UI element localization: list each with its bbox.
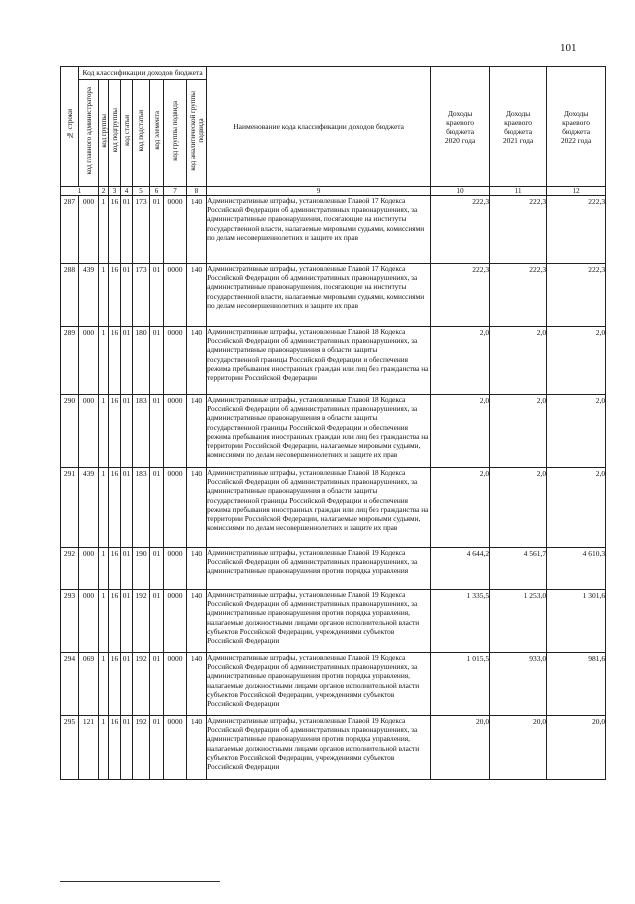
column-number: 2 [99,187,109,196]
row-number: 291 [61,468,79,548]
value-2021: 2,0 [490,395,547,468]
group-code: 1 [99,264,109,327]
element-code: 01 [150,327,164,395]
header-group-code: код группы [99,80,109,187]
row-number: 295 [61,716,79,780]
subgroup-code: 16 [109,468,121,548]
subarticle-code: 183 [133,395,150,468]
value-2020: 2,0 [431,468,490,548]
table-row [61,548,606,590]
header-subtype-group-code: код группы подвида [164,80,187,187]
footnote-divider [60,881,220,882]
subtype-group-code: 0000 [164,327,187,395]
analytic-group-code: 140 [187,327,207,395]
subtype-group-code: 0000 [164,395,187,468]
subtype-group-code: 0000 [164,590,187,653]
group-code: 1 [99,716,109,780]
admin-code: 439 [79,468,99,548]
column-number: 3 [109,187,121,196]
column-number: 5 [133,187,150,196]
group-code: 1 [99,548,109,590]
subgroup-code: 16 [109,716,121,780]
column-number: 4 [121,187,133,196]
group-code: 1 [99,395,109,468]
row-number: 289 [61,327,79,395]
row-number: 294 [61,653,79,716]
revenue-name: Административные штрафы, установленные Главой 18 Кодекса Российской Федерации об административных правонарушениях, за административные правонарушения в области защиты государственной границы Российской Федерации и обеспечения режима пребывания иностранных граждан или лиц без гражданства на территории Российской Федерации, налагаемые мировыми судьями, комиссиями по делам несовершеннолетних и защите их прав [207,468,431,548]
article-code: 01 [121,716,133,780]
element-code: 01 [150,196,164,264]
admin-code: 439 [79,264,99,327]
element-code: 01 [150,468,164,548]
revenue-name: Административные штрафы, установленные Главой 19 Кодекса Российской Федерации об административных правонарушениях, за административные правонарушения против порядка управления [207,548,431,590]
table-row [61,395,606,468]
subgroup-code: 16 [109,590,121,653]
subgroup-code: 16 [109,196,121,264]
value-2020: 2,0 [431,395,490,468]
subgroup-code: 16 [109,653,121,716]
analytic-group-code: 140 [187,548,207,590]
value-2021: 222,3 [490,196,547,264]
analytic-group-code: 140 [187,395,207,468]
article-code: 01 [121,327,133,395]
subtype-group-code: 0000 [164,196,187,264]
subgroup-code: 16 [109,395,121,468]
value-2022: 2,0 [547,395,606,468]
value-2022: 4 610,3 [547,548,606,590]
column-number: 9 [207,187,431,196]
subarticle-code: 192 [133,590,150,653]
table-body [61,196,606,780]
column-number: 1 [61,187,99,196]
column-number: 12 [547,187,606,196]
header-name: Наименование кода классификации доходов бюджета [207,67,431,187]
value-2020: 1 335,5 [431,590,490,653]
header-classification-group: Код классификации доходов бюджета [79,67,207,80]
analytic-group-code: 140 [187,653,207,716]
column-number: 7 [164,187,187,196]
table-row [61,716,606,780]
group-code: 1 [99,653,109,716]
admin-code: 121 [79,716,99,780]
analytic-group-code: 140 [187,716,207,780]
subtype-group-code: 0000 [164,468,187,548]
subgroup-code: 16 [109,264,121,327]
article-code: 01 [121,468,133,548]
column-number: 6 [150,187,164,196]
header-admin-code: код главного администратора [79,80,99,187]
analytic-group-code: 140 [187,196,207,264]
row-number: 293 [61,590,79,653]
admin-code: 000 [79,548,99,590]
revenue-name: Административные штрафы, установленные Главой 18 Кодекса Российской Федерации об административных правонарушениях, за административные правонарушения в области защиты государственной границы Российской Федерации и обеспечения режима пребывания иностранных граждан или лиц без гражданства на территории Российской Федерации, налагаемые мировыми судьями, комиссиями по делам несовершеннолетних и защите их прав [207,395,431,468]
column-number: 8 [187,187,207,196]
value-2021: 4 561,7 [490,548,547,590]
article-code: 01 [121,548,133,590]
revenue-name: Административные штрафы, установленные Главой 17 Кодекса Российской Федерации об административных правонарушениях, за административные правонарушения, посягающие на институты государственной власти, налагаемые мировыми судьями, комиссиями по делам несовершеннолетних и защите их прав [207,264,431,327]
row-number: 292 [61,548,79,590]
element-code: 01 [150,264,164,327]
revenue-name: Административные штрафы, установленные Главой 19 Кодекса Российской Федерации об административных правонарушениях, за административные правонарушения против порядка управления, налагаемые должностными лицами органов исполнительной власти субъектов Российской Федерации, учреждениями субъектов Российской Федерации [207,653,431,716]
subtype-group-code: 0000 [164,653,187,716]
subarticle-code: 192 [133,653,150,716]
analytic-group-code: 140 [187,590,207,653]
group-code: 1 [99,327,109,395]
analytic-group-code: 140 [187,264,207,327]
column-number: 11 [490,187,547,196]
subarticle-code: 192 [133,716,150,780]
group-code: 1 [99,196,109,264]
group-code: 1 [99,468,109,548]
table-row [61,468,606,548]
value-2022: 20,0 [547,716,606,780]
header-subgroup-code: код подгруппы [109,80,121,187]
value-2022: 981,6 [547,653,606,716]
header-subarticle-code: код подстатьи [133,80,150,187]
group-code: 1 [99,590,109,653]
value-2020: 1 015,5 [431,653,490,716]
value-2022: 2,0 [547,468,606,548]
subarticle-code: 190 [133,548,150,590]
analytic-group-code: 140 [187,468,207,548]
subtype-group-code: 0000 [164,548,187,590]
element-code: 01 [150,548,164,590]
table-row [61,590,606,653]
column-number: 10 [431,187,490,196]
article-code: 01 [121,264,133,327]
value-2021: 2,0 [490,468,547,548]
revenue-name: Административные штрафы, установленные Главой 19 Кодекса Российской Федерации об административных правонарушениях, за административные правонарушения против порядка управления, налагаемые должностными лицами органов исполнительной власти субъектов Российской Федерации, учреждениями субъектов Российской Федерации [207,716,431,780]
table-row [61,327,606,395]
subgroup-code: 16 [109,327,121,395]
subgroup-code: 16 [109,548,121,590]
value-2022: 1 301,6 [547,590,606,653]
element-code: 01 [150,716,164,780]
row-number: 288 [61,264,79,327]
article-code: 01 [121,590,133,653]
admin-code: 000 [79,590,99,653]
revenue-name: Административные штрафы, установленные Главой 18 Кодекса Российской Федерации об административных правонарушениях, за административные правонарушения в области защиты государственной границы Российской Федерации и обеспечения режима пребывания иностранных граждан или лиц без гражданства на территории Российской Федерации [207,327,431,395]
table-row [61,196,606,264]
value-2020: 222,3 [431,196,490,264]
subarticle-code: 173 [133,196,150,264]
value-2022: 222,3 [547,196,606,264]
value-2022: 222,3 [547,264,606,327]
article-code: 01 [121,196,133,264]
page-number: 101 [560,42,577,54]
subtype-group-code: 0000 [164,264,187,327]
table-row [61,653,606,716]
subarticle-code: 173 [133,264,150,327]
value-2021: 20,0 [490,716,547,780]
header-2020: Доходы краевого бюджета 2020 года [431,67,490,187]
value-2022: 2,0 [547,327,606,395]
row-number: 287 [61,196,79,264]
header-row-number: № строки [61,67,79,187]
subarticle-code: 180 [133,327,150,395]
header-2022: Доходы краевого бюджета 2022 года [547,67,606,187]
admin-code: 000 [79,196,99,264]
admin-code: 069 [79,653,99,716]
admin-code: 000 [79,395,99,468]
revenue-name: Административные штрафы, установленные Главой 19 Кодекса Российской Федерации об административных правонарушениях, за административные правонарушения против порядка управления, налагаемые должностными лицами органов исполнительной власти субъектов Российской Федерации, учреждениями субъектов Российской Федерации [207,590,431,653]
table-row [61,264,606,327]
value-2020: 4 644,2 [431,548,490,590]
value-2020: 2,0 [431,327,490,395]
value-2020: 20,0 [431,716,490,780]
element-code: 01 [150,590,164,653]
revenue-table [60,66,606,780]
element-code: 01 [150,395,164,468]
row-number: 290 [61,395,79,468]
value-2021: 933,0 [490,653,547,716]
value-2020: 222,3 [431,264,490,327]
admin-code: 000 [79,327,99,395]
value-2021: 1 253,0 [490,590,547,653]
article-code: 01 [121,653,133,716]
value-2021: 222,3 [490,264,547,327]
column-numbers-row [61,187,606,196]
element-code: 01 [150,653,164,716]
subarticle-code: 183 [133,468,150,548]
subtype-group-code: 0000 [164,716,187,780]
header-element-code: код элемента [150,80,164,187]
revenue-name: Административные штрафы, установленные Главой 17 Кодекса Российской Федерации об административных правонарушениях, за административные правонарушения, посягающие на институты государственной власти, налагаемые мировыми судьями, комиссиями по делам несовершеннолетних и защите их прав [207,196,431,264]
header-2021: Доходы краевого бюджета 2021 года [490,67,547,187]
header-analytic-group-code: код аналитической группы подвида [187,80,207,187]
article-code: 01 [121,395,133,468]
value-2021: 2,0 [490,327,547,395]
header-article-code: код статьи [121,80,133,187]
